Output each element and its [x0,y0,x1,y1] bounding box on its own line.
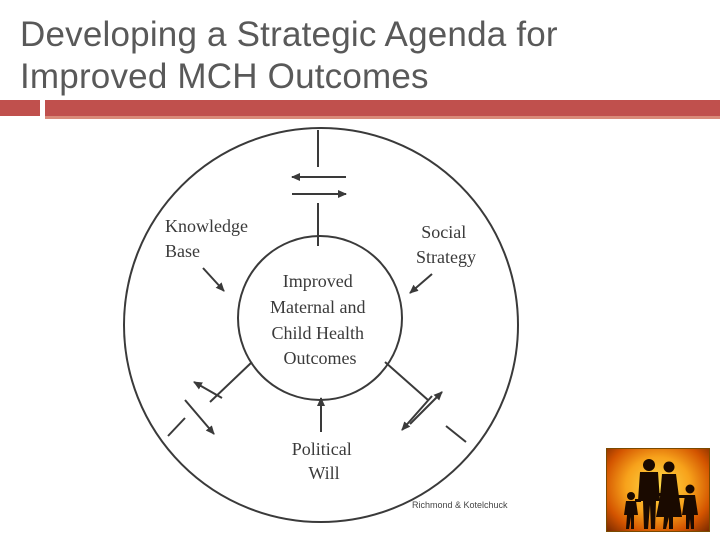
political-will-label [292,439,357,483]
spoke-lower-left-outer [168,418,185,436]
arrow-lower-right-in [402,396,432,430]
knowledge-base-label [165,216,252,261]
political-will-line-2: Will [308,463,340,483]
spoke-lower-left-inner [210,362,252,402]
center-line-2: Maternal and [270,297,366,317]
center-line-1: Improved [282,271,353,291]
arrow-lower-right-out [410,392,442,424]
spoke-lower-right-outer [446,426,466,442]
center-line-4: Outcomes [283,348,357,368]
social-strategy-line-1: Social [421,222,467,242]
spoke-lower-right-inner [385,362,428,400]
political-will-line-1: Political [291,439,352,459]
knowledge-base-line-1: Knowledge [165,216,248,236]
slide-title: Developing a Strategic Agenda for Improved MCH Outcomes [20,15,558,96]
social-strategy-line-2: Strategy [416,247,476,267]
arrow-knowledge-base [203,268,224,291]
arrow-social-strategy [410,274,432,293]
center-label [270,271,370,368]
social-strategy-label [416,222,476,267]
arrow-lower-left-in [185,400,214,434]
arrow-lower-left-out [194,382,222,398]
center-line-3: Child Health [271,323,364,343]
knowledge-base-line-2: Base [165,241,200,261]
inner-circle [238,236,402,400]
credit-text: Richmond & Kotelchuck [412,500,508,510]
family-silhouette-icon [606,448,710,532]
